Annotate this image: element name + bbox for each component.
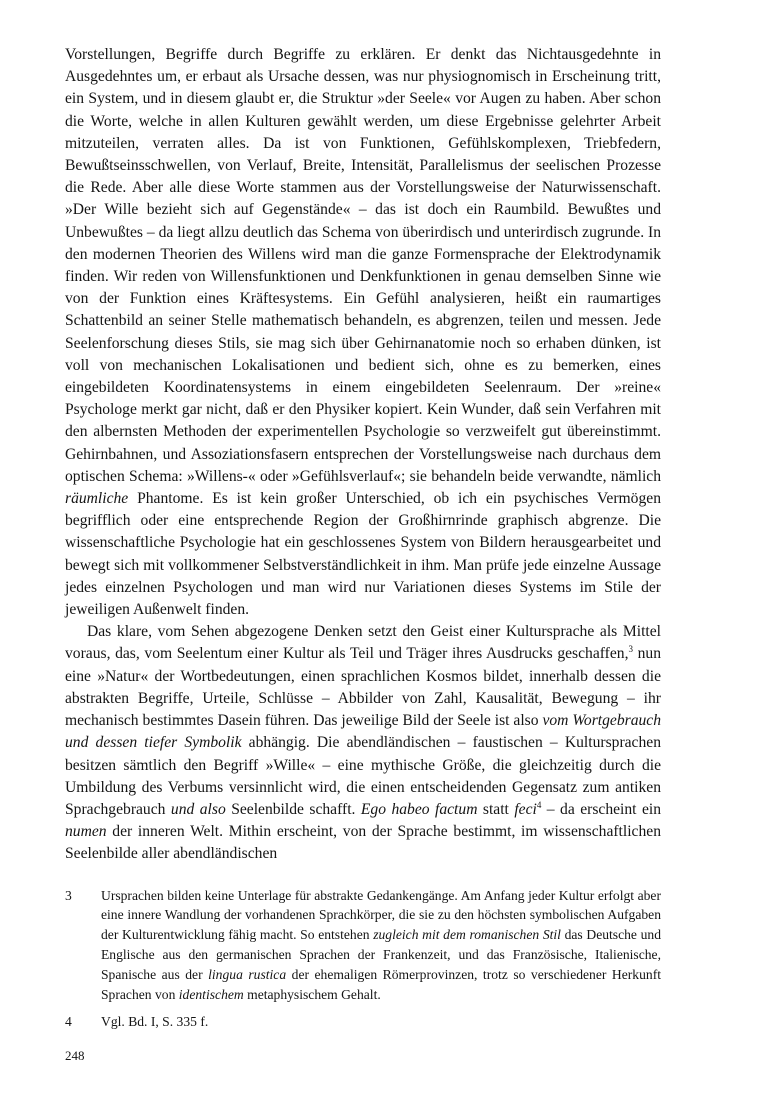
text-run: der inneren Welt. Mithin erscheint, von der Sprache bestimmt, im wissenschaftlichen Seelenbilde aller abendländischen [65,823,661,863]
italic-text: und also [170,800,226,818]
footnote [65,886,661,1005]
text-run: Vgl. Bd. I, S. 335 f. [101,1014,209,1030]
paragraph [65,44,661,621]
italic-text: Ego habeo factum [360,800,478,818]
footnote-text [101,886,661,1005]
footnote-text [101,1012,661,1032]
text-run: der ehemaligen Römerprovinzen, trotz so verschiedener Herkunft Sprachen von [101,966,661,1002]
italic-text: vom Wortgebrauch und dessen tiefer Symbolik [65,712,662,752]
footnotes [65,886,661,1033]
text-run: metaphysischem Gehalt. [243,986,381,1002]
text-run: – da erscheint ein [541,800,661,818]
book-page [65,44,661,1064]
text-run: Seelenbilde schafft. [225,800,361,818]
page-number: 248 [65,1048,85,1064]
italic-text: numen [65,823,107,841]
text-run: Phantome. Es ist kein großer Unterschied, ob ich ein psychisches Vermögen begrifflich oder eine entsprechende Region der Großhirnrinde graphisch abgrenze. Die wissenschaftliche Psychologie hat ein geschlossenes System von Bildern herausgearbeitet und bewegt sich mit vollkommener Selbstverständlichkeit in ihm. Man prüfe jede einzelne Aussage jedes einzelnen Psychologen und man wird nur Variationen dieses Systems im Stile der jeweiligen Außenwelt finden. [65,490,661,619]
body-text [65,44,661,866]
paragraph [65,621,661,865]
footnote-reference: 4 [536,799,542,810]
footnote-reference: 3 [628,644,633,655]
text-run: das Deutsche und Englische aus den germanischen Sprachen der Frankenzeit, und das Französische, Italienische, Spanische aus der [101,927,661,982]
text-run: Vorstellungen, Begriffe durch Begriffe zu erklären. Er denkt das Nichtausgedehnte in Ausgedehntes um, er erbaut als Ursache dessen, was nur physiognomisch in Erscheinung tritt, ein System, und in diesem glaubt er, die Struktur »der Seele« vor Augen zu haben. Aber schon die Worte, welche in allen Kulturen gewählt werden, um diese Ergebnisse gelehrter Arbeit mitzuteilen, verraten alles. Da ist von Funktionen, Gefühlskomplexen, Triebfedern, Bewußtseinsschwellen, von Verlauf, Breite, Intensität, Parallelismus der seelischen Prozesse die Rede. Aber alle diese Worte stammen aus der Vorstellungsweise der Naturwissenschaft. »Der Wille bezieht sich auf Gegenstände« – das ist doch ein Raumbild. Bewußtes und Unbewußtes – da liegt allzu deutlich das Schema von überirdisch und unterirdisch zugrunde. In den modernen Theorien des Willens wird man die ganze Formensprache der Elektrodynamik finden. Wir reden von Willensfunktionen und Denkfunktionen in genau demselben Sinne wie von der Funktion eines Kräftesystems. Ein Gefühl analysieren, heißt ein raumartiges Schattenbild an seiner Stelle mathematisch behandeln, es abgrenzen, teilen und messen. Jede Seelenforschung dieses Stils, sie mag sich über Gehirnanatomie noch so erhaben dünken, ist voll von mechanischen Lokalisationen und bedient sich, ohne es zu bemerken, eines eingebildeten Koordinatensystems in einem eingebildeten Seelenraum. Der »reine« Psychologe merkt gar nicht, daß er den Physiker kopiert. Kein Wunder, daß sein Verfahren mit den albernsten Methoden der experimentellen Psychologie so verzweifelt gut übereinstimmt. Gehirnbahnen, und Assoziationsfasern entsprechen der Vorstellungsweise nach durchaus dem optischen Schema: »Willens-« oder »Gefühlsverlauf«; sie behandeln beide verwandte, nämlich [65,46,661,485]
text-run: abhängig. Die abendländischen – faustischen – Kultursprachen besitzen sämtlich den Begriff »Wille« – eine mythische Größe, die gleichzeitig durch die Umbildung des Verbums versinnlicht wird, die einen entscheidenden Gegensatz zum antiken Sprachgebrauch [65,734,661,818]
text-run: nun eine »Natur« der Wortbedeutungen, einen sprachlichen Kosmos bildet, innerhalb dessen die abstrakten Begriffe, Urteile, Schlüsse – Abbilder von Zahl, Kausalität, Bewegung – ihr mechanisch bestimmtes Dasein führen. Das jeweilige Bild der Seele ist also [65,645,661,730]
footnote [65,1012,661,1032]
footnote-number: 3 [65,887,72,903]
text-run: statt [477,800,515,818]
footnote-number: 4 [65,1014,72,1030]
text-run: Ursprachen bilden keine Unterlage für abstrakte Gedankengänge. Am Anfang jeder Kultur erfolgt aber eine innere Wandlung der vorhandenen Sprachkörper, die sie zu den höchsten symbolischen Aufgaben der Kulturentwicklung fähig macht. So entstehen [101,887,661,943]
italic-text: feci [514,800,537,818]
italic-text: lingua rustica [208,966,287,982]
italic-text: zugleich mit dem romanischen Stil [373,927,561,943]
text-run: Das klare, vom Sehen abgezogene Denken setzt den Geist einer Kultursprache als Mittel voraus, das, vom Seelentum einer Kultur als Teil und Träger ihres Ausdrucks geschaffen, [65,623,661,663]
italic-text: identischem [178,986,244,1002]
italic-text: räumliche [65,490,129,508]
